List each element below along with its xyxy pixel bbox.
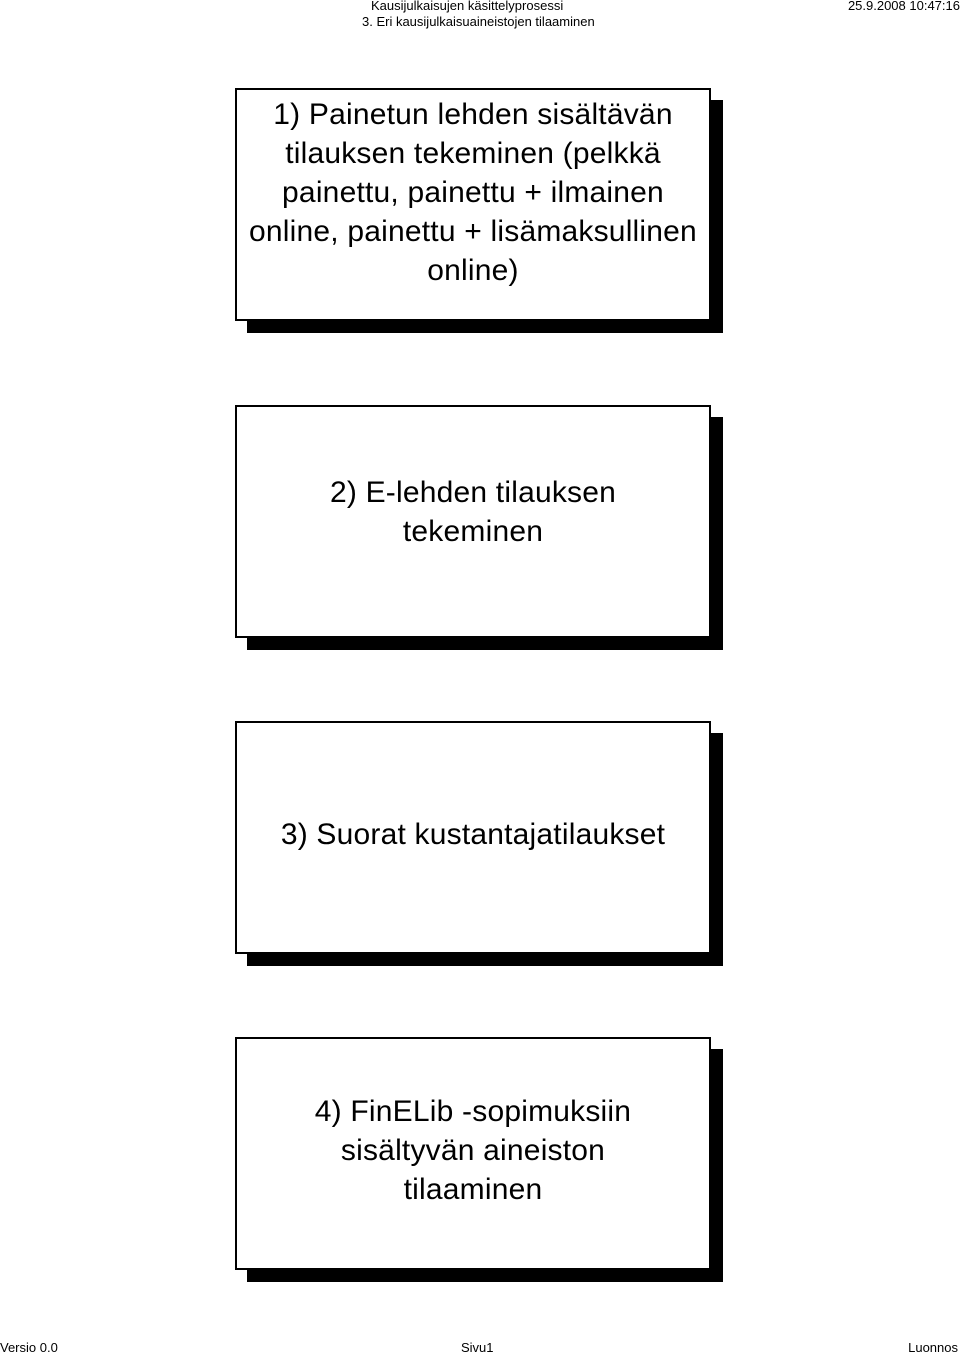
step-2-label: 2) E-lehden tilauksen tekeminen — [329, 476, 617, 548]
process-step-4 — [235, 1037, 723, 1282]
step-3-label: 3) Suorat kustantajatilaukset — [280, 818, 666, 851]
footer-version: Versio 0.0 — [0, 1340, 58, 1355]
footer-page: Sivu1 — [461, 1340, 494, 1355]
document-datetime: 25.9.2008 10:47:16 — [847, 0, 960, 13]
step-4-label: 4) FinELib -sopimuksiin sisältyvän aineiston tilaaminen — [314, 1095, 632, 1206]
step-1-label: 1) Painetun lehden sisältävän tilauksen tekeminen (pelkkä painettu, painettu + ilmainen online, painettu + lisämaksullinen online) — [249, 98, 697, 287]
step-3-box — [235, 721, 711, 954]
document-subtitle: 3. Eri kausijulkaisuaineistojen tilaaminen — [362, 14, 595, 29]
step-2-box — [235, 405, 711, 638]
step-1-box — [235, 88, 711, 321]
process-step-2 — [235, 405, 723, 650]
process-step-1 — [235, 88, 723, 333]
document-title: Kausijulkaisujen käsittelyprosessi — [371, 0, 564, 13]
footer-status: Luonnos — [908, 1340, 958, 1355]
process-step-3 — [235, 721, 723, 966]
step-4-box — [235, 1037, 711, 1270]
